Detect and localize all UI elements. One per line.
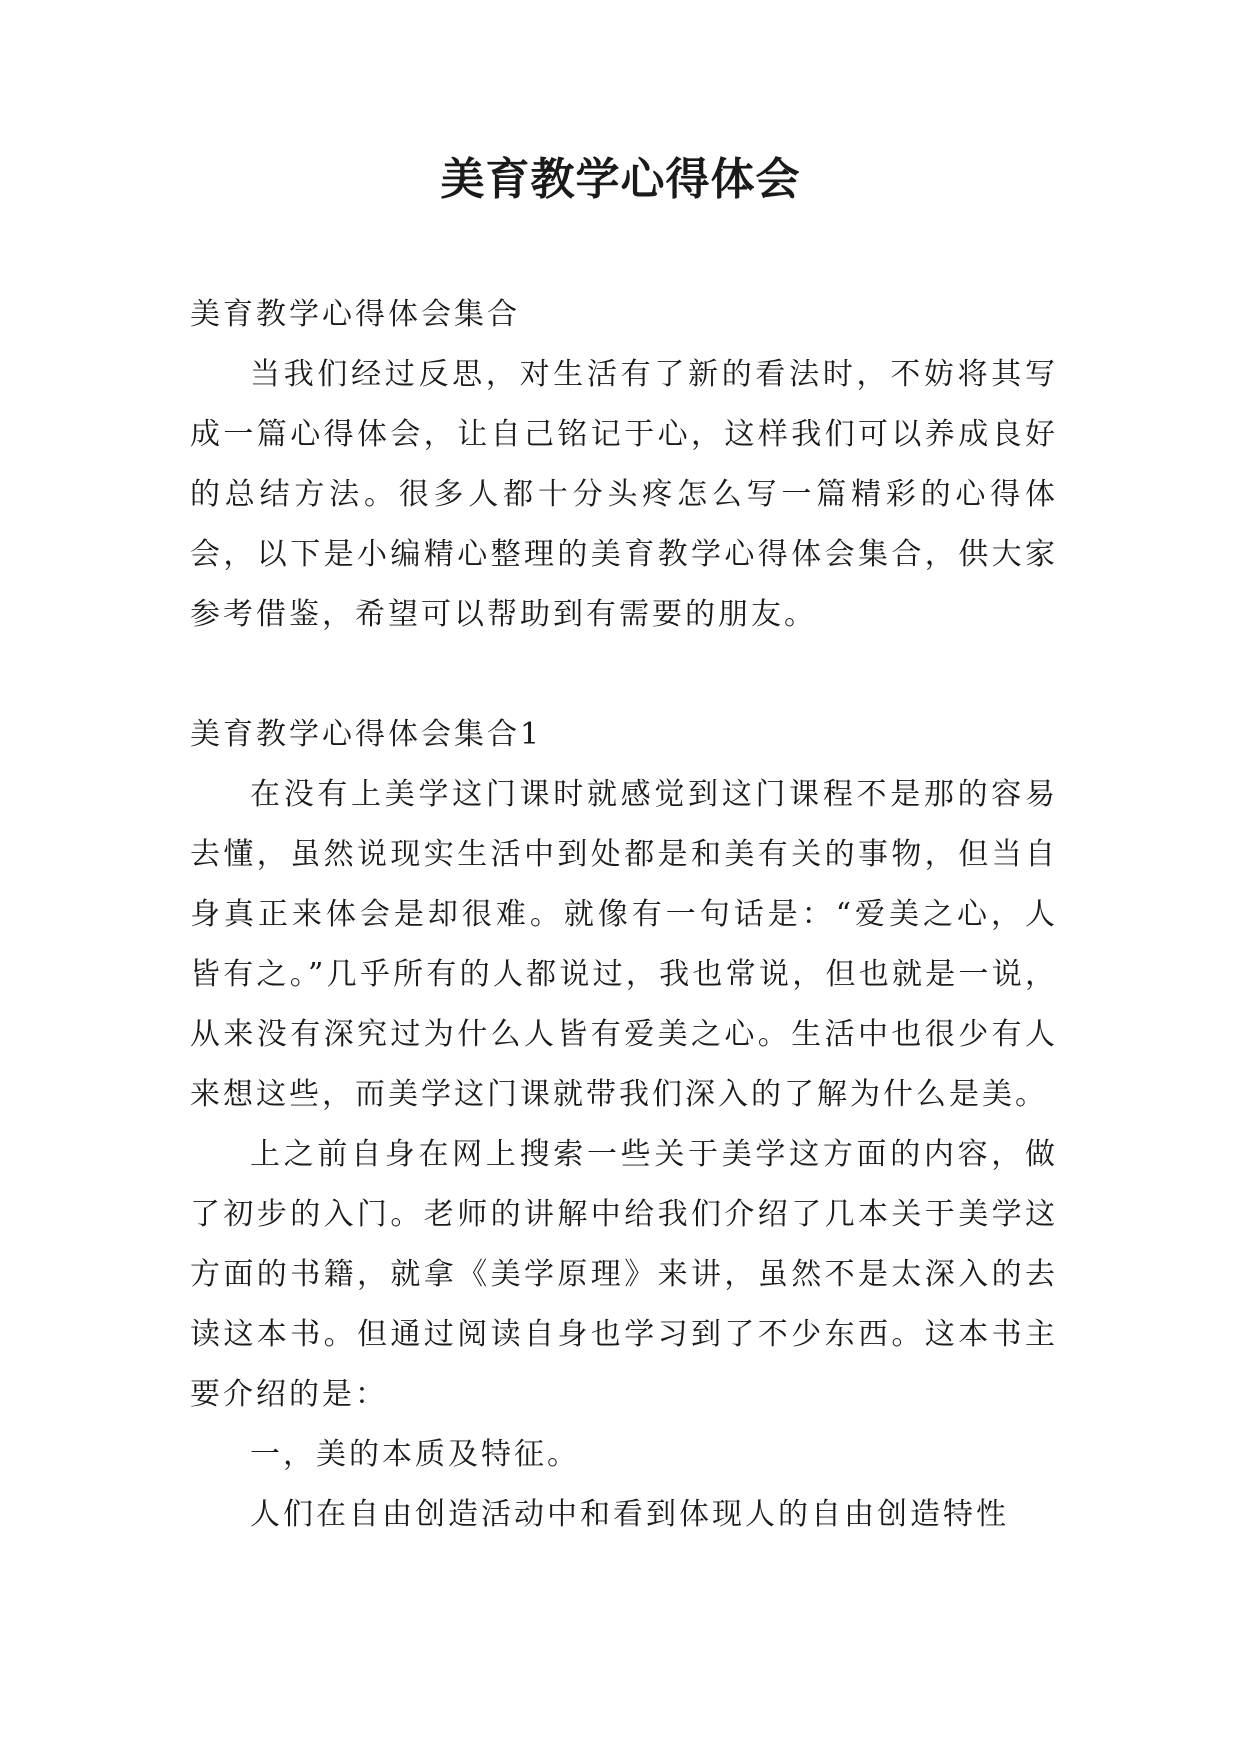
- list-item: 一，美的本质及特征。: [250, 1437, 580, 1472]
- body-paragraph: 人们在自由创造活动中和看到体现人的自由创造特性: [250, 1497, 1009, 1532]
- body-paragraph: 上之前自身在网上搜索一些关于美学这方面的内容，做了初步的入门。老师的讲解中给我们介绍了几本关于美学这方面的书籍，就拿《美学原理》来讲，虽然不是太深入的去读这本书。但通过阅读自身也学习到了不少东西。这本书主要介绍的是：: [190, 1137, 1058, 1412]
- section-heading: 美育教学心得体会集合: [190, 297, 520, 332]
- part1-heading: 美育教学心得体会集合1: [190, 717, 543, 752]
- document-body: [190, 285, 1058, 1545]
- intro-paragraph: 当我们经过反思，对生活有了新的看法时，不妨将其写成一篇心得体会，让自己铭记于心，这样我们可以养成良好的总结方法。很多人都十分头疼怎么写一篇精彩的心得体会，以下是小编精心整理的美育教学心得体会集合，供大家参考借鉴，希望可以帮助到有需要的朋友。: [190, 357, 1058, 632]
- body-paragraph: 在没有上美学这门课时就感觉到这门课程不是那的容易去懂，虽然说现实生活中到处都是和美有关的事物，但当自身真正来体会是却很难。就像有一句话是：“爱美之心，人皆有之。”几乎所有的人都说过，我也常说，但也就是一说，从来没有深究过为什么人皆有爱美之心。生活中也很少有人来想这些，而美学这门课就带我们深入的了解为什么是美。: [190, 777, 1058, 1112]
- document-title: 美育教学心得体会: [440, 154, 801, 205]
- section-spacer: [190, 645, 1058, 705]
